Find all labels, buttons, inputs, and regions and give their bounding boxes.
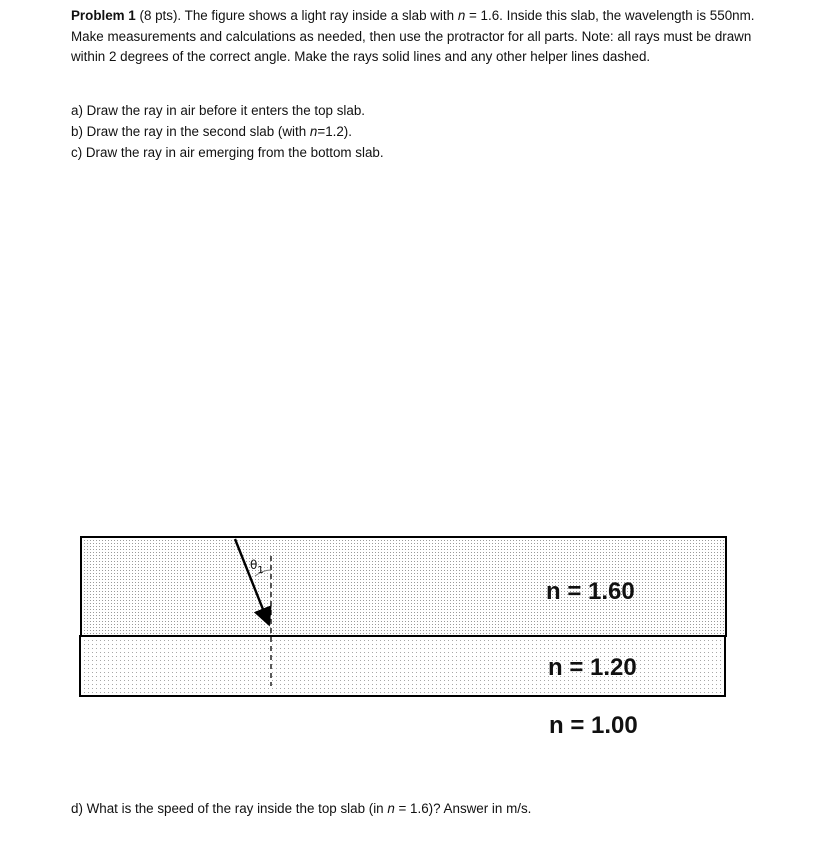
question-d-n-variable: n [387,801,395,816]
problem-title: Problem 1 [71,8,136,23]
part-b: b) Draw the ray in the second slab (with n=1.2). [71,124,352,139]
n-label-top: n = 1.60 [546,578,635,605]
question-d: d) What is the speed of the ray inside the top slab (in n = 1.6)? Answer in m/s. [71,801,532,816]
part-a: a) Draw the ray in air before it enters the top slab. [71,103,365,118]
theta-label: $\theta_1$ [250,558,264,576]
part-c: c) Draw the ray in air emerging from the bottom slab. [71,145,384,160]
part-b-n-variable: n [309,124,318,139]
n-label-air: n = 1.00 [549,712,638,739]
n-variable: n [457,8,466,23]
problem-text-2: = 1.6. Inside this slab, the wavelength is 550nm. Make measurements and calculations as needed, then use the protractor for all parts. Note: all rays must be drawn within 2 degrees of the correct angle. Make the rays solid lines and any other helper lines dashed. [71,8,755,65]
n-label-middle: n = 1.20 [548,654,637,681]
problem-text-1: The figure shows a light ray inside a slab with [184,8,455,23]
problem-points: (8 pts). [139,8,182,23]
